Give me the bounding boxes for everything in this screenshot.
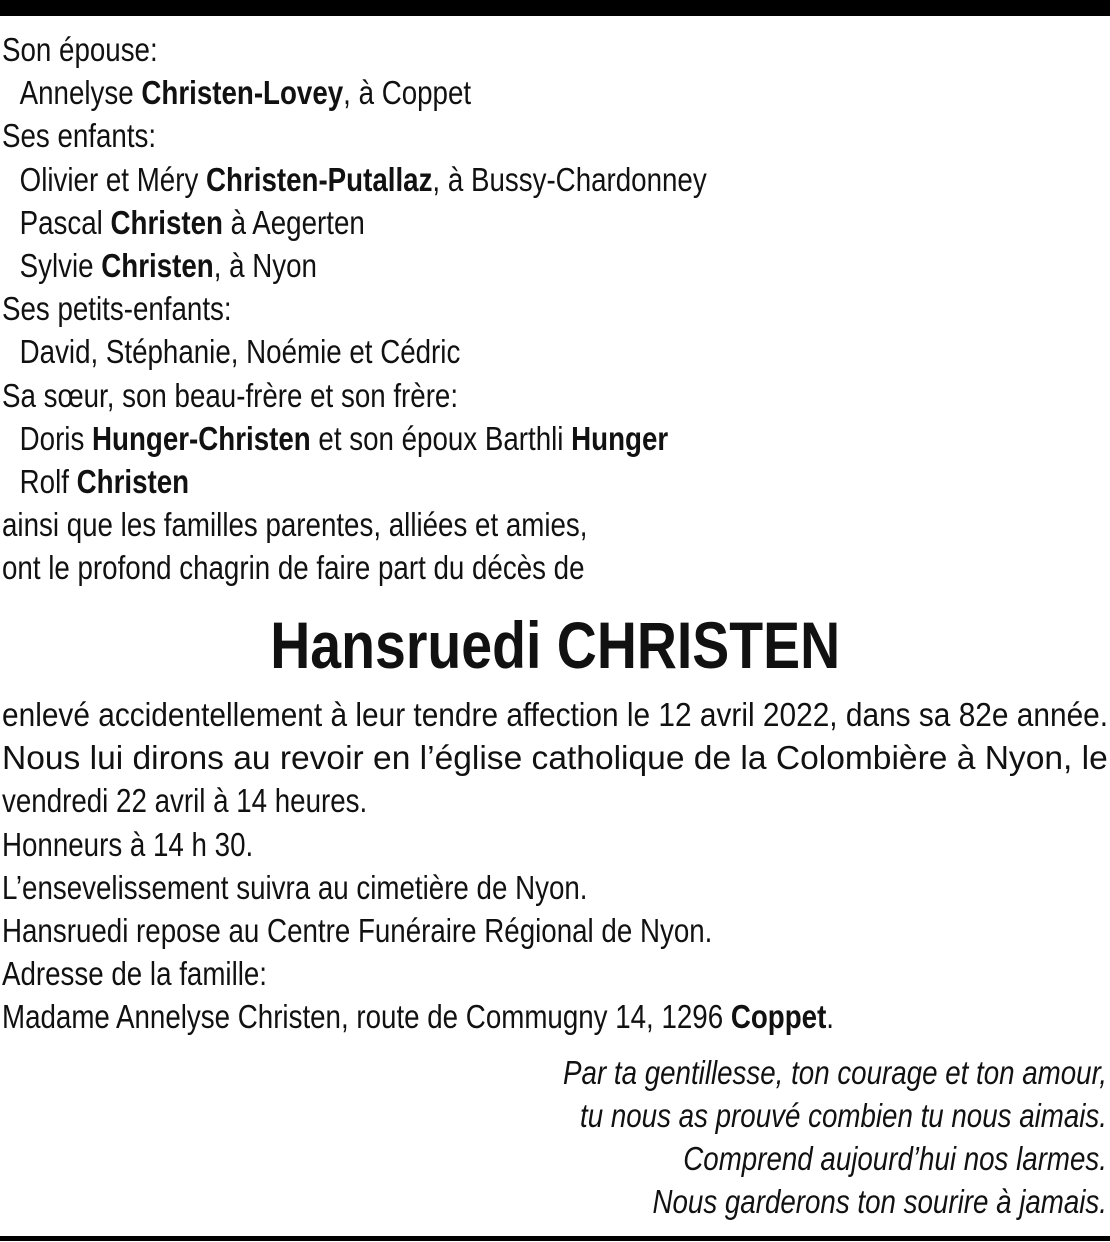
detail-line: Hansruedi repose au Centre Funéraire Régional de Nyon. [2, 912, 713, 950]
detail-line: enlevé accidentellement à leur tendre affection le 12 avril 2022, dans sa 82e année. [2, 696, 1109, 733]
poem-line: Par ta gentillesse, ton courage et ton amour, [563, 1054, 1107, 1091]
detail-line: Honneurs à 14 h 30. [2, 825, 254, 863]
deceased-name: Hansruedi CHRISTEN [270, 608, 840, 682]
sibling-line: Rolf Christen [19, 463, 190, 501]
detail-line: L’ensevelissement suivra au cimetière de Nyon. [2, 868, 588, 906]
grandchildren-heading: Ses petits-enfants: [2, 290, 232, 328]
grandchildren-line: David, Stéphanie, Noémie et Cédric [19, 333, 461, 371]
closing-line: ainsi que les familles parentes, alliées et amies, [2, 506, 588, 544]
poem-line: Nous garderons ton sourire à jamais. [652, 1183, 1107, 1220]
detail-line: Adresse de la famille: [2, 955, 268, 993]
siblings-heading: Sa sœur, son beau-frère et son frère: [2, 376, 459, 414]
bottom-rule [0, 1236, 1110, 1241]
child-line: Sylvie Christen, à Nyon [19, 247, 317, 285]
funeral-details [2, 693, 1108, 1039]
child-line: Olivier et Méry Christen-Putallaz, à Bussy-Chardonney [19, 160, 707, 198]
family-address: Madame Annelyse Christen, route de Commugny 14, 1296 Coppet. [2, 998, 835, 1036]
sibling-line: Doris Hunger-Christen et son époux Barthli Hunger [19, 419, 669, 457]
poem-line: tu nous as prouvé combien tu nous aimais. [580, 1097, 1107, 1134]
spouse-heading: Son épouse: [2, 31, 158, 68]
children-heading: Ses enfants: [2, 117, 157, 155]
family-list [2, 28, 1108, 590]
child-line: Pascal Christen à Aegerten [19, 203, 365, 241]
spouse-line: Annelyse Christen-Lovey, à Coppet [19, 74, 472, 112]
poem [207, 1051, 1107, 1223]
detail-line: Nous lui dirons au revoir en l’église catholique de la Colombière à Nyon, le [2, 739, 1108, 777]
top-rule [0, 0, 1110, 16]
closing-line: ont le profond chagrin de faire part du décès de [2, 549, 585, 587]
poem-line: Comprend aujourd’hui nos larmes. [683, 1140, 1107, 1177]
detail-line: vendredi 22 avril à 14 heures. [2, 782, 368, 820]
